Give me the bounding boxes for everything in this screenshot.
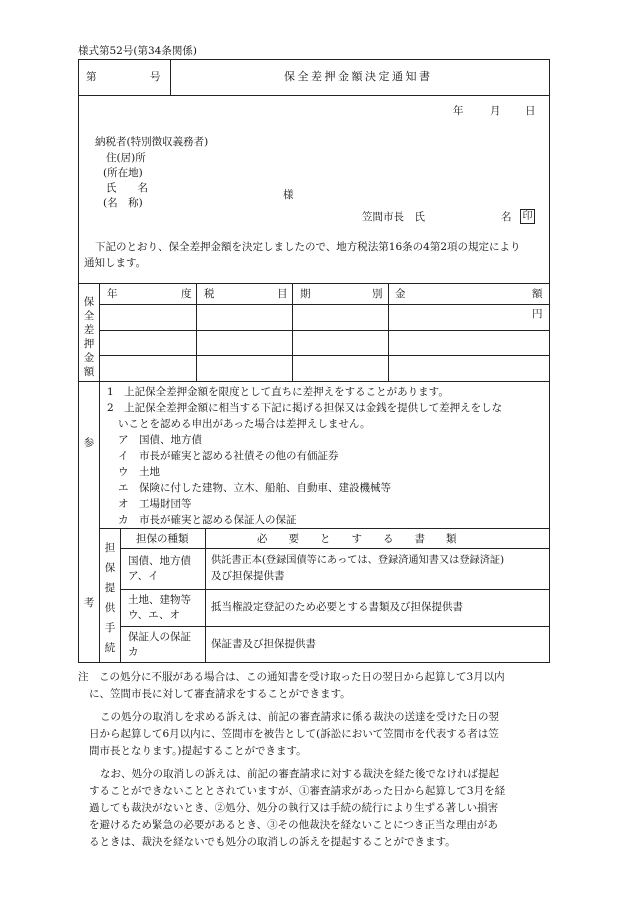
reference-label-top: 参 [83,437,95,449]
amount-col-divider-1 [196,283,197,381]
collateral-header-divider [120,548,550,549]
collateral-row3-type-2: カ [128,646,139,658]
header-year-right: 度 [181,288,192,300]
number-suffix: 号 [150,71,161,83]
collateral-header-docs: 必 要 と す る 書 類 [257,533,457,545]
header-amount-left: 金 [395,288,406,300]
header-period-left: 期 [300,288,311,300]
note-line-7: することができないこととされていますが、①審査請求があった日から起算して3月を経 [89,785,506,797]
amount-col-divider-3 [388,283,389,381]
honorific: 様 [283,189,294,201]
header-amount-right: 額 [532,288,543,300]
issuer-name-suffix: 名 [501,211,512,223]
form-label: 様式第52号(第34条関係) [78,45,197,57]
collateral-item-i: イ 市長が確実と認める社債その他の有価証券 [118,450,339,462]
date-month: 月 [490,105,501,117]
note-line-5: 間市長となります。)提起することができます。 [89,745,307,757]
amount-col-divider-2 [292,283,293,381]
collateral-row-divider-1 [120,589,550,590]
reference-line-1: 1 上記保全差押金額を限度として直ちに差押えをすることがあります。 [107,386,449,398]
reference-label-bottom: 考 [83,597,95,609]
reference-line-3: いことを認める申出があった場合は差押えしません。 [118,418,371,430]
document-title: 保全差押金額決定通知書 [284,70,433,83]
collateral-item-ka: カ 市長が確実と認める保証人の保証 [118,514,297,526]
collateral-row2-type-1: 土地、建物等 [128,594,191,606]
issuer-title: 笠間市長 氏 [362,211,425,223]
reference-side-divider [99,381,100,663]
note-line-9: を避けるため緊急の必要があるとき、③その他裁決を経ないことにつき正当な理由があ [89,819,498,831]
collateral-row1-type-1: 国債、地方債 [128,555,191,567]
date-year: 年 [453,105,464,117]
header-tax-left: 税 [204,288,215,300]
collateral-row2-docs-1: 抵当権設定登記のため必要とする書類及び担保提供書 [211,601,463,613]
note-line-8: 過しても裁決がないとき、②処分、処分の執行又は手続の続行により生ずる著しい損害 [89,802,499,814]
taxpayer-location-label: (所在地) [103,167,143,179]
amount-row-divider-1 [99,330,550,331]
taxpayer-name-label: 氏 名 [106,182,148,194]
collateral-item-u: ウ 土地 [118,466,160,478]
amount-unit: 円 [532,308,543,320]
note-line-10: るときは、裁決を経ないでも処分の取消しの訴えを提起することができます。 [89,836,456,848]
collateral-table-top-border [99,528,550,529]
note-line-3: この処分の取消しを求める訴えは、前記の審査請求に係る裁決の送達を受けた日の翌 [100,711,499,723]
amount-header-divider [99,304,550,305]
collateral-header-type: 担保の種類 [136,533,189,545]
collateral-row1-docs-2: 及び担保提供書 [211,570,285,582]
collateral-row3-type-1: 保証人の保証 [128,631,191,643]
note-line-4: 日から起算して6月以内に、笠間市を被告として(訴訟において笠間市を代表する者は笠 [89,728,499,740]
header-divider [78,95,550,96]
number-prefix: 第 [86,71,97,83]
collateral-row3-docs-1: 保証書及び担保提供書 [211,638,316,650]
taxpayer-address-label: 住(居)所 [106,152,146,164]
note-line-2: に、笠間市長に対して審査請求をすることができます。 [89,688,351,700]
header-year-left: 年 [107,288,118,300]
header-tax-right: 目 [277,288,288,300]
collateral-row1-type-2: ア、イ [128,570,159,582]
collateral-item-e: エ 保険に付した建物、立木、船舶、自動車、建設機械等 [118,482,391,494]
reference-top-border [78,381,550,382]
header-period-right: 別 [372,288,383,300]
collateral-row1-docs-1: 供託書正本(登録国債等にあっては、登録済通知書又は登録済証) [211,555,505,566]
date-day: 日 [525,105,536,117]
collateral-item-o: オ 工場財団等 [118,498,192,510]
seal-mark: 印 [520,209,535,224]
collateral-row2-type-2: ウ、エ、オ [128,609,180,621]
amount-side-divider [99,283,100,381]
intro-line-2: 通知します。 [84,257,147,269]
taxpayer-org-name-label: (名 称) [103,197,143,209]
header-number-divider [170,59,171,95]
note-line-1: 注 この処分に不服がある場合は、この通知書を受け取った日の翌日から起算して3月以内 [78,671,505,683]
collateral-row-divider-2 [120,626,550,627]
collateral-item-a: ア 国債、地方債 [118,434,202,446]
amount-row-divider-2 [99,355,550,356]
taxpayer-label: 納税者(特別徴収義務者) [95,136,209,148]
amount-table-top-border [78,283,550,284]
reference-line-2: 2 上記保全差押金額に相当する下記に掲げる担保又は金銭を提供して差押えをしな [107,402,503,414]
note-line-6: なお、処分の取消しの訴えは、前記の審査請求に対する裁決を経た後でなければ提起 [100,768,499,780]
intro-line-1: 下記のとおり、保全差押金額を決定しましたので、地方税法第16条の4第2項の規定により [95,241,521,253]
